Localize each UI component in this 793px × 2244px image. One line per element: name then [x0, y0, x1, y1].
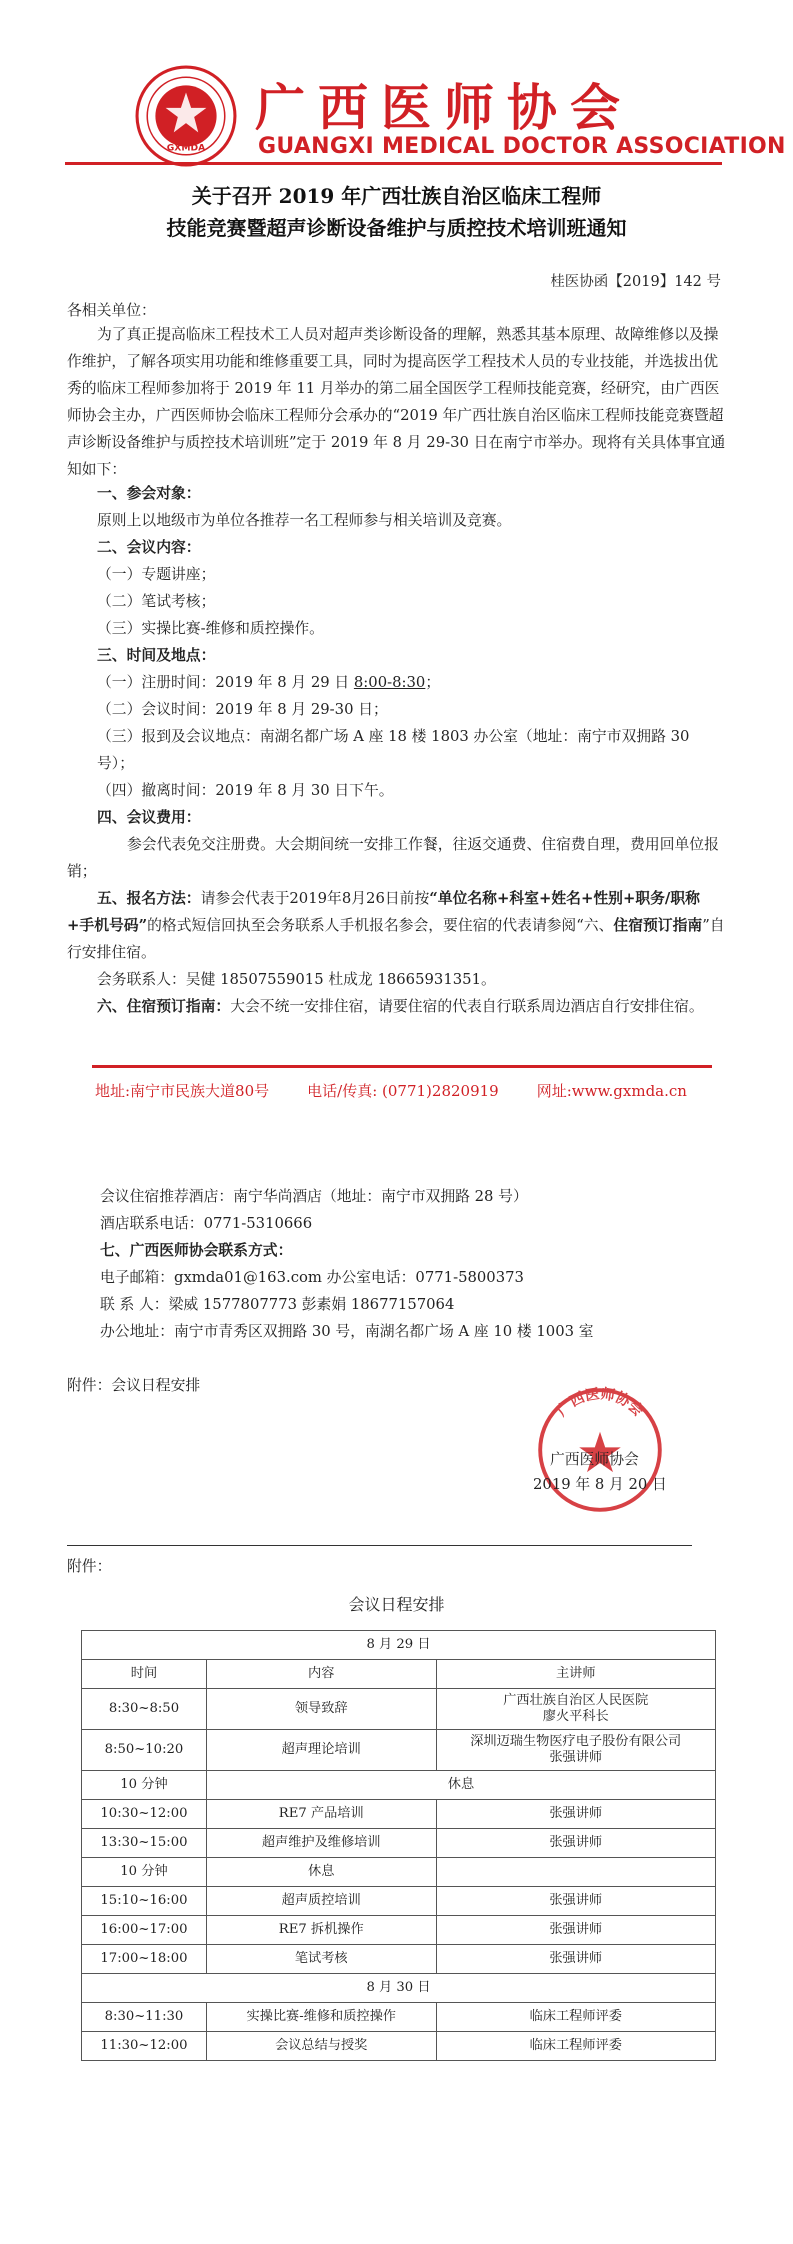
schedule-title: 会议日程安排: [348, 1595, 445, 1614]
column-header: 内容: [206, 1660, 436, 1689]
speaker-cell: 张强讲师: [436, 1945, 715, 1974]
footer-address: 地址:南宁市民族大道80号: [95, 1082, 270, 1100]
attachment-label: 附件：: [67, 1558, 112, 1575]
speaker-cell: [436, 1689, 715, 1730]
speaker-cell: 张强讲师: [436, 1800, 715, 1829]
speaker-cell: 张强讲师: [436, 1916, 715, 1945]
hotel-recommend: 会议住宿推荐酒店：南宁华尚酒店（地址：南宁市双拥路 28 号）: [100, 1188, 528, 1205]
speaker-cell: 临床工程师评委: [436, 2032, 715, 2061]
speaker-org: 深圳迈瑞生物医疗电子股份有限公司: [470, 1734, 682, 1749]
section-5-format: “单位名称+科室+姓名+性别+职务/职称+手机号码”: [67, 890, 700, 934]
table-row: [82, 2032, 716, 2061]
content-cell: 笔试考核: [206, 1945, 436, 1974]
speaker-org: 广西壮族自治区人民医院: [503, 1693, 649, 1708]
schedule-table: [81, 1630, 716, 2061]
section-3-title: 三、时间及地点：: [97, 647, 216, 664]
header-divider: [65, 162, 722, 165]
column-header: 主讲师: [436, 1660, 715, 1689]
salutation: 各相关单位：: [67, 302, 156, 319]
letterhead-footer: [95, 1080, 735, 1101]
table-row: [82, 1730, 716, 1771]
content-cell: RE7 产品培训: [206, 1800, 436, 1829]
section-1-body: 原则上以地级市为单位各推荐一名工程师参与相关培训及竞赛。: [97, 512, 512, 529]
content-cell: 休息: [206, 1858, 436, 1887]
time-cell: 8:30~11:30: [82, 2003, 207, 2032]
logo-text: GXMDA: [166, 142, 206, 154]
section-1-title: 一、参会对象：: [97, 485, 201, 502]
table-row: [82, 1887, 716, 1916]
speaker-name: 张强讲师: [549, 1750, 603, 1765]
content-cell: RE7 拆机操作: [206, 1916, 436, 1945]
table-row: [82, 1631, 716, 1660]
content-cell: 实操比赛-维修和质控操作: [206, 2003, 436, 2032]
section-3-item-1: [67, 669, 727, 696]
section-3-item-2: （二）会议时间：2019 年 8 月 29-30 日；: [97, 701, 388, 718]
time-cell: 15:10~16:00: [82, 1887, 207, 1916]
org-name-en: GUANGXI MEDICAL DOCTOR ASSOCIATION: [258, 134, 786, 159]
hotel-phone: 酒店联系电话：0771-5310666: [100, 1215, 313, 1232]
section-2-item-2: （二）笔试考核；: [97, 593, 216, 610]
table-row: [82, 1916, 716, 1945]
section-5-text-e: ”自行安排住宿。: [67, 917, 725, 961]
doc-title-line1: 关于召开 2019 年广西壮族自治区临床工程师: [191, 184, 602, 208]
table-row: [82, 1829, 716, 1858]
day-header: 8 月 29 日: [82, 1631, 716, 1660]
section-3-item-4: （四）撤离时间：2019 年 8 月 30 日下午。: [97, 782, 394, 799]
time-cell: 10 分钟: [82, 1858, 207, 1887]
footer-phone: 电话/传真: (0771)2820919: [307, 1082, 499, 1100]
org-name-cn: 广西医师协会: [255, 78, 633, 137]
doc-title-line2: 技能竞赛暨超声诊断设备维护与质控技术培训班通知: [166, 216, 627, 240]
section-2-item-3: （三）实操比赛-维修和质控操作。: [97, 620, 324, 637]
section-5-title: 五、报名方法：: [97, 890, 201, 907]
content-cell: 超声质控培训: [206, 1887, 436, 1916]
time-cell: 11:30~12:00: [82, 2032, 207, 2061]
section-6-body: 大会不统一安排住宿，请要住宿的代表自行联系周边酒店自行安排住宿。: [230, 998, 704, 1015]
table-row: [82, 1689, 716, 1730]
content-cell: 休息: [206, 1771, 715, 1800]
section-2-item-1: （一）专题讲座；: [97, 566, 216, 583]
time-cell: 10 分钟: [82, 1771, 207, 1800]
section-3-item-3: （三）报到及会议地点：南湖名都广场 A 座 18 楼 1803 办公室（地址：南宁市双拥路 30 号）；: [97, 728, 690, 772]
table-row: [82, 1771, 716, 1800]
table-header-row: [82, 1660, 716, 1689]
contact-persons: 联 系 人：梁威 1577807773 彭素娟 18677157064: [100, 1296, 455, 1313]
section-4-body: 参会代表免交注册费。大会期间统一安排工作餐，往返交通费、住宿费自理，费用回单位报销；: [67, 836, 719, 880]
speaker-cell: [436, 1858, 715, 1887]
meeting-contacts: 会务联系人：吴健 18507559015 杜成龙 18665931351。: [97, 971, 496, 988]
table-row: [82, 1858, 716, 1887]
speaker-cell: [436, 1730, 715, 1771]
table-row: [82, 1800, 716, 1829]
footer-web: 网址:www.gxmda.cn: [536, 1082, 687, 1100]
section-5-hotel-ref: 住宿预订指南: [613, 917, 703, 934]
sign-org: 广西医师协会: [550, 1451, 639, 1468]
doc-number: 桂医协函【2019】142 号: [550, 274, 721, 290]
content-cell: 超声维护及维修培训: [206, 1829, 436, 1858]
office-address: 办公地址：南宁市青秀区双拥路 30 号，南湖名都广场 A 座 10 楼 1003 室: [100, 1323, 594, 1340]
registration-time: 8:00-8:30: [353, 674, 426, 691]
section-2-title: 二、会议内容：: [97, 539, 201, 556]
time-cell: 16:00~17:00: [82, 1916, 207, 1945]
registration-label: （一）注册时间：2019 年 8 月 29 日: [97, 674, 354, 691]
speaker-cell: 张强讲师: [436, 1829, 715, 1858]
sign-date: 2019 年 8 月 20 日: [533, 1476, 667, 1493]
table-row: [82, 1945, 716, 1974]
seal-text: 广西医师协会: [554, 1386, 646, 1420]
time-cell: 13:30~15:00: [82, 1829, 207, 1858]
speaker-cell: 临床工程师评委: [436, 2003, 715, 2032]
contact-email: 电子邮箱：gxmda01@163.com 办公室电话：0771-5800373: [100, 1269, 524, 1286]
table-row: [82, 1974, 716, 2003]
section-5-text-c: 的格式短信回执至会务联系人手机报名参会，要住宿的代表请参阅“六、: [147, 917, 614, 934]
section-6-title: 六、住宿预订指南：: [97, 998, 231, 1015]
table-row: [82, 2003, 716, 2032]
attachment-note: 附件：会议日程安排: [67, 1377, 201, 1394]
section-4-title: 四、会议费用：: [97, 809, 201, 826]
section-7-title: 七、广西医师协会联系方式：: [100, 1242, 293, 1259]
content-cell: 超声理论培训: [206, 1730, 436, 1771]
section-6: [67, 993, 727, 1020]
section-5-text-a: 请参会代表于2019年8月26日前按: [200, 890, 430, 907]
column-header: 时间: [82, 1660, 207, 1689]
intro-paragraph: 为了真正提高临床工程技术工人员对超声类诊断设备的理解，熟悉其基本原理、故障维修以及操作维护，了解各项实用功能和维修重要工具，同时为提高医学工程技术人员的专业技能，并选拔出优秀的临床工程师参加将于 2019 年 11 月举办的第二届全国医学工程师技能竞赛，经研究，由广西医师协会主办，广西医师协会临床工程师分会承办的“2019 年广西壮族自治区临床工程师技能竞赛暨超声诊断设备维护与质控技术培训班”定于 2019 年 8 月 29-30 日在南宁市举办。现将有关具体事宜通知如下：: [67, 326, 726, 478]
time-cell: 8:50~10:20: [82, 1730, 207, 1771]
time-cell: 8:30~8:50: [82, 1689, 207, 1730]
association-logo: [135, 65, 237, 167]
day-header: 8 月 30 日: [82, 1974, 716, 2003]
time-cell: 17:00~18:00: [82, 1945, 207, 1974]
content-cell: 会议总结与授奖: [206, 2032, 436, 2061]
section-5: [67, 885, 727, 966]
footer-divider: [92, 1065, 712, 1068]
content-cell: 领导致辞: [206, 1689, 436, 1730]
time-cell: 10:30~12:00: [82, 1800, 207, 1829]
registration-suffix: ；: [425, 674, 441, 691]
page-separator: [67, 1545, 692, 1546]
speaker-name: 廖火平科长: [542, 1709, 609, 1724]
speaker-cell: 张强讲师: [436, 1887, 715, 1916]
